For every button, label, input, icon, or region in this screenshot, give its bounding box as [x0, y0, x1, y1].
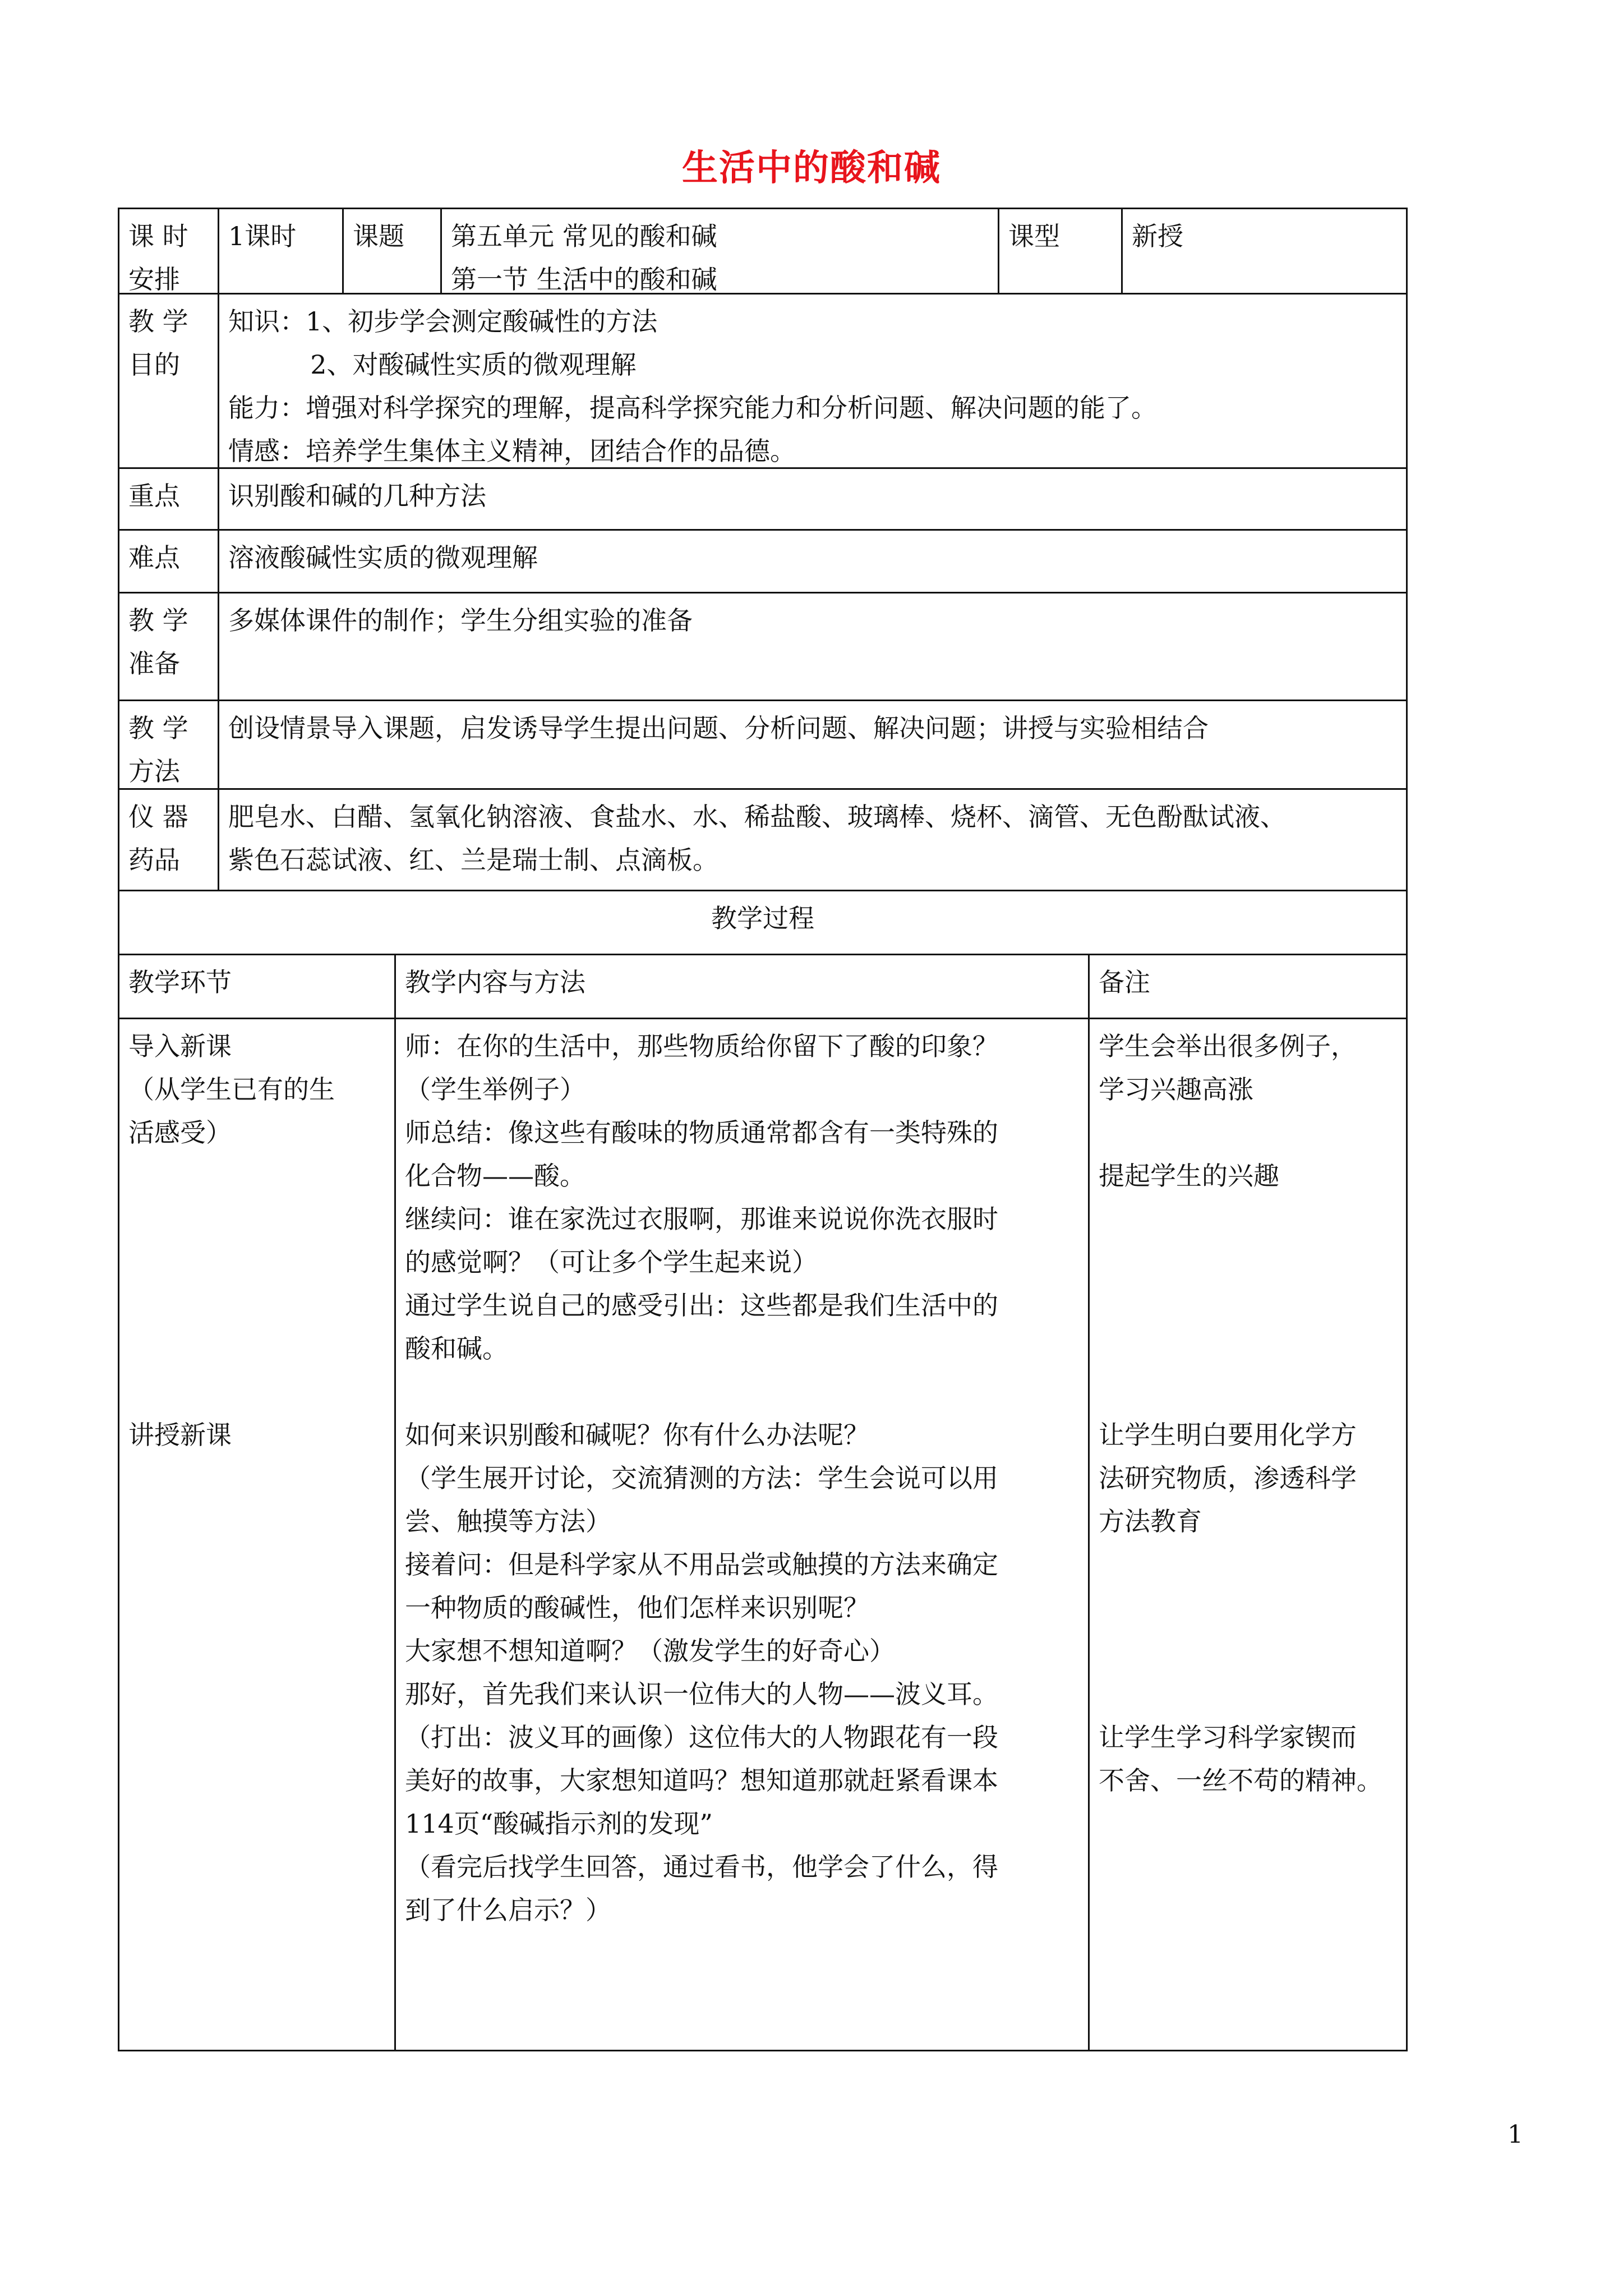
content-line: 的感觉啊？（可让多个学生起来说） — [405, 1247, 818, 1277]
stage-intro — [128, 1025, 385, 1154]
goals-content — [218, 295, 1406, 467]
difficulty-label — [119, 531, 218, 592]
note-line: 让学生明白要用化学方 — [1099, 1420, 1357, 1450]
process-title-row — [118, 891, 1408, 955]
method-content — [218, 701, 1406, 788]
materials-line: 紫色石蕊试液、红、兰是瑞士制、点滴板。 — [228, 845, 718, 875]
content-line: 尝、触摸等方法） — [405, 1506, 611, 1536]
goals-line: 知识：1、初步学会测定酸碱性的方法 — [228, 306, 658, 337]
method-row — [118, 701, 1408, 790]
content-line: 接着问：但是科学家从不用品尝或触摸的方法来确定 — [405, 1549, 998, 1580]
content-teaching — [405, 1414, 1079, 1932]
preparation-label-line2: 准备 — [128, 648, 180, 679]
schedule-value-text: 1课时 — [228, 221, 297, 251]
materials-label-line2: 药品 — [128, 845, 180, 875]
type-value — [1121, 209, 1406, 293]
process-header-content-text: 教学内容与方法 — [405, 967, 585, 997]
note-line: 提起学生的兴趣 — [1099, 1161, 1279, 1191]
key-point-label-text: 重点 — [128, 481, 180, 511]
difficulty-row — [118, 531, 1408, 593]
content-intro — [405, 1025, 1079, 1370]
stage-teaching — [128, 1414, 385, 1457]
process-header-note — [1088, 955, 1406, 1018]
header-row — [118, 208, 1408, 295]
content-line: 大家想不想知道啊？（激发学生的好奇心） — [405, 1636, 895, 1666]
process-title-text: 教学过程 — [711, 903, 814, 933]
key-point-content — [218, 469, 1406, 529]
preparation-content — [218, 593, 1406, 700]
note-line: 方法教育 — [1099, 1506, 1202, 1536]
process-title — [119, 891, 1406, 954]
type-label — [998, 209, 1121, 293]
content-line: 一种物质的酸碱性，他们怎样来识别呢？ — [405, 1593, 869, 1623]
key-point-row — [118, 469, 1408, 531]
method-text: 创设情景导入课题，启发诱导学生提出问题、分析问题、解决问题；讲授与实验相结合 — [228, 713, 1209, 743]
topic-value — [440, 209, 998, 293]
preparation-label-line1: 教 学 — [128, 605, 188, 636]
stage-line: 导入新课 — [128, 1031, 232, 1061]
process-content-cell — [394, 1019, 1088, 2050]
process-header-stage-text: 教学环节 — [128, 967, 232, 997]
content-line: 那好，首先我们来认识一位伟大的人物——波义耳。 — [405, 1679, 998, 1709]
page-number: 1 — [1507, 2120, 1523, 2149]
difficulty-label-text: 难点 — [128, 542, 180, 573]
goals-label-line1: 教 学 — [128, 306, 188, 337]
note-3 — [1099, 1414, 1397, 1543]
materials-label-line1: 仪 器 — [128, 802, 188, 832]
goals-line: 能力：增强对科学探究的理解，提高科学探究能力和分析问题、解决问题的能了。 — [228, 393, 1157, 423]
content-line: 化合物——酸。 — [405, 1161, 585, 1191]
schedule-value — [218, 209, 342, 293]
note-line: 不舍、一丝不苟的精神。 — [1099, 1765, 1382, 1796]
method-label — [119, 701, 218, 788]
note-line: 法研究物质，渗透科学 — [1099, 1463, 1357, 1493]
content-line: （学生举例子） — [405, 1074, 585, 1105]
note-line: 让学生学习科学家锲而 — [1099, 1722, 1357, 1752]
type-value-text: 新授 — [1132, 221, 1183, 251]
process-header-row — [118, 955, 1408, 1019]
process-body-row — [118, 1019, 1408, 2051]
method-label-line2: 方法 — [128, 756, 180, 786]
process-note-cell — [1088, 1019, 1406, 2050]
goals-label-line2: 目的 — [128, 349, 180, 380]
key-point-label — [119, 469, 218, 529]
topic-line1: 第五单元 常见的酸和碱 — [451, 221, 717, 251]
materials-content — [218, 790, 1406, 890]
content-line: 如何来识别酸和碱呢？你有什么办法呢？ — [405, 1420, 869, 1450]
content-line: 师总结：像这些有酸味的物质通常都含有一类特殊的 — [405, 1117, 998, 1148]
difficulty-text: 溶液酸碱性实质的微观理解 — [228, 542, 538, 573]
topic-label-text: 课题 — [353, 221, 404, 251]
content-line: 114页“酸碱指示剂的发现” — [405, 1809, 713, 1839]
note-line: 学生会举出很多例子， — [1099, 1031, 1357, 1061]
schedule-label — [119, 209, 218, 293]
note-1 — [1099, 1025, 1397, 1111]
materials-label — [119, 790, 218, 890]
content-line: 师：在你的生活中，那些物质给你留下了酸的印象？ — [405, 1031, 998, 1061]
schedule-label-line2: 安排 — [128, 264, 180, 295]
goals-label — [119, 295, 218, 467]
content-line: （打出：波义耳的画像）这位伟大的人物跟花有一段 — [405, 1722, 998, 1752]
schedule-label-line1: 课 时 — [128, 221, 188, 251]
goals-line: 情感：培养学生集体主义精神，团结合作的品德。 — [228, 436, 796, 466]
stage-line: 活感受） — [128, 1117, 232, 1148]
preparation-label — [119, 593, 218, 700]
lesson-plan-table — [118, 208, 1408, 2051]
stage-line: 讲授新课 — [128, 1420, 232, 1450]
difficulty-content — [218, 531, 1406, 592]
materials-row — [118, 790, 1408, 891]
process-header-note-text: 备注 — [1099, 967, 1150, 997]
content-line: 到了什么启示？） — [405, 1895, 611, 1925]
content-line: 继续问：谁在家洗过衣服啊，那谁来说说你洗衣服时 — [405, 1204, 998, 1234]
content-line: 通过学生说自己的感受引出：这些都是我们生活中的 — [405, 1290, 998, 1320]
content-line: （学生展开讨论，交流猜测的方法：学生会说可以用 — [405, 1463, 998, 1493]
topic-label — [342, 209, 440, 293]
stage-line: （从学生已有的生 — [128, 1074, 335, 1105]
topic-line2: 第一节 生活中的酸和碱 — [451, 264, 717, 295]
goals-row — [118, 295, 1408, 469]
process-stage-cell — [119, 1019, 394, 2050]
type-label-text: 课型 — [1008, 221, 1060, 251]
process-header-stage — [119, 955, 394, 1018]
content-line: （看完后找学生回答，通过看书，他学会了什么，得 — [405, 1852, 998, 1882]
note-2 — [1099, 1154, 1397, 1198]
process-header-content — [394, 955, 1088, 1018]
note-line: 学习兴趣高涨 — [1099, 1074, 1253, 1105]
method-label-line1: 教 学 — [128, 713, 188, 743]
materials-line: 肥皂水、白醋、氢氧化钠溶液、食盐水、水、稀盐酸、玻璃棒、烧杯、滴管、无色酚酞试液、 — [228, 802, 1286, 832]
preparation-row — [118, 593, 1408, 701]
document-title: 生活中的酸和碱 — [682, 148, 941, 189]
key-point-text: 识别酸和碱的几种方法 — [228, 481, 486, 511]
goals-line: 2、对酸碱性实质的微观理解 — [228, 349, 637, 380]
preparation-text: 多媒体课件的制作；学生分组实验的准备 — [228, 605, 693, 636]
content-line: 美好的故事，大家想知道吗？想知道那就赶紧看课本 — [405, 1765, 998, 1796]
content-line: 酸和碱。 — [405, 1333, 508, 1364]
note-4 — [1099, 1716, 1397, 1802]
